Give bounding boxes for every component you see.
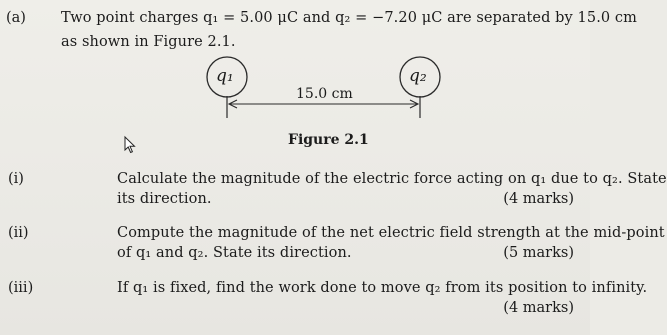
subpart-ii-line-1: Compute the magnitude of the net electric field strength at the mid-point [117,225,665,241]
charge-q1-label: q₁ [216,66,234,86]
question-intro-line-1: Two point charges q₁ = 5.00 μC and q₂ = −7.20 μC are separated by 15.0 cm [61,10,638,26]
subpart-i-line-2: its direction. [117,191,212,207]
subpart-i-marks: (4 marks) [503,191,574,207]
figure-caption: Figure 2.1 [288,132,369,148]
question-intro-line-2: as shown in Figure 2.1. [61,34,236,50]
subpart-ii-marks: (5 marks) [503,245,574,261]
subpart-ii-line-2: of q₁ and q₂. State its direction. [117,245,352,261]
subpart-ii-label: (ii) [8,225,29,241]
subpart-iii-marks: (4 marks) [503,300,574,316]
part-a-label: (a) [6,10,26,26]
distance-label: 15.0 cm [296,86,353,102]
charge-q2-label: q₂ [409,66,427,86]
mouse-pointer-icon [124,136,136,154]
subpart-i-line-1: Calculate the magnitude of the electric force acting on q₁ due to q₂. State [117,171,667,187]
subpart-iii-label: (iii) [8,280,34,296]
subpart-iii-line-1: If q₁ is fixed, find the work done to move q₂ from its position to infinity. [117,280,648,296]
subpart-i-label: (i) [8,171,24,187]
